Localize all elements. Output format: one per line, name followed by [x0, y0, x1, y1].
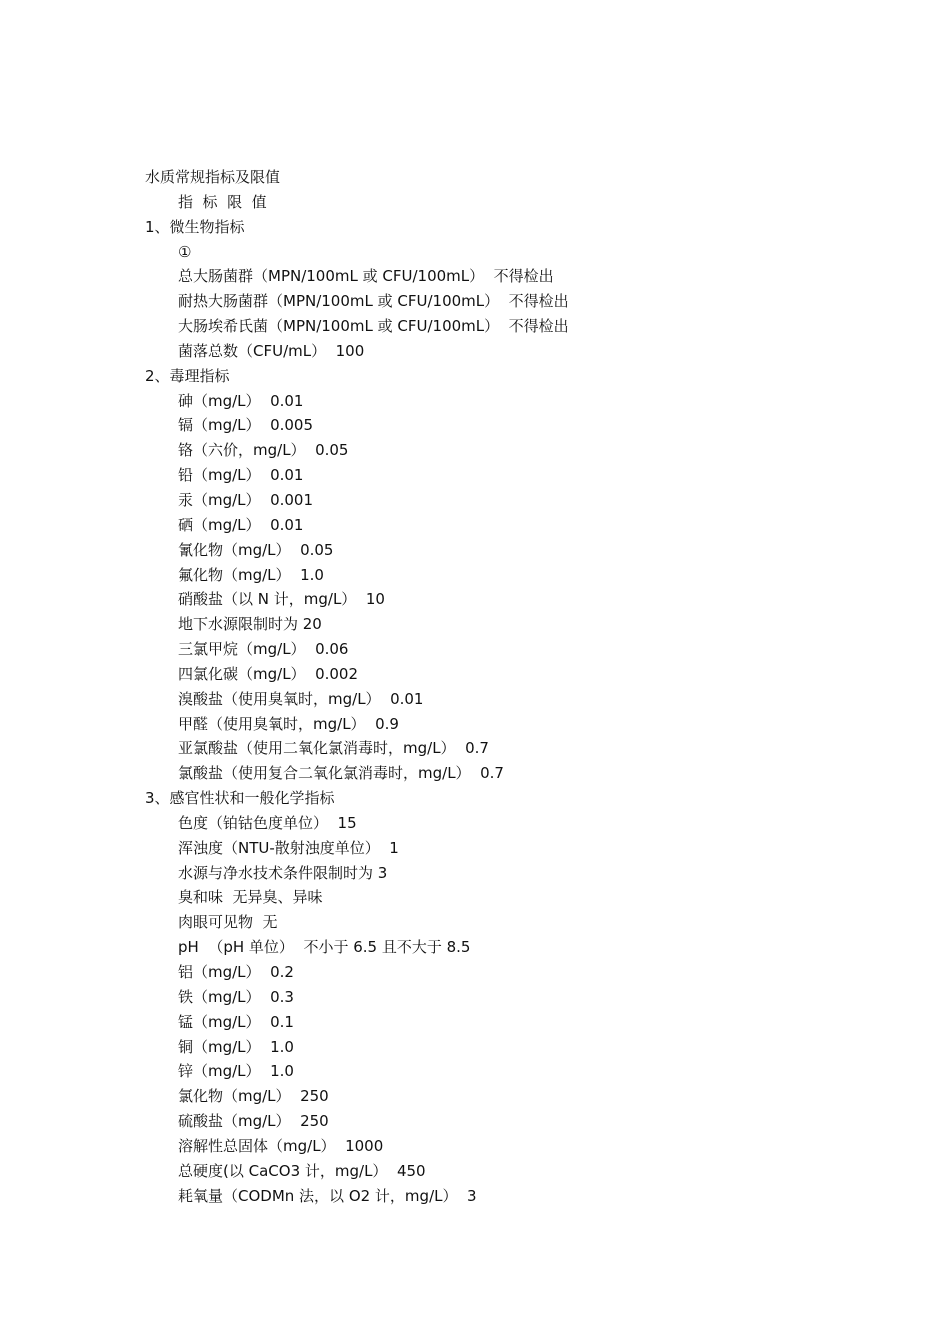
list-item: 耗氧量（CODMn 法，以 O2 计，mg/L） 3: [178, 1186, 477, 1205]
list-item: 氯酸盐（使用复合二氧化氯消毒时，mg/L） 0.7: [178, 764, 504, 783]
list-item: 总硬度(以 CaCO3 计，mg/L） 450: [178, 1161, 426, 1180]
list-item: 汞（mg/L） 0.001: [178, 490, 314, 509]
list-item: ①: [178, 242, 192, 261]
list-item: 地下水源限制时为 20: [178, 615, 322, 634]
document-title: 水质常规指标及限值: [145, 168, 281, 186]
section-heading-toxicology: 2、毒理指标: [145, 366, 230, 385]
list-item: 溴酸盐（使用臭氧时，mg/L） 0.01: [178, 689, 424, 708]
list-item: 三氯甲烷（mg/L） 0.06: [178, 640, 349, 659]
list-item: 氟化物（mg/L） 1.0: [178, 565, 324, 584]
list-item: 锰（mg/L） 0.1: [178, 1012, 294, 1031]
list-item: 硝酸盐（以 N 计，mg/L） 10: [178, 590, 385, 609]
list-item: 铬（六价，mg/L） 0.05: [178, 441, 349, 460]
list-item: 浑浊度（NTU-散射浊度单位） 1: [178, 838, 399, 857]
list-item: 菌落总数（CFU/mL） 100: [178, 341, 365, 360]
list-item: 臭和味 无异臭、异味: [178, 888, 323, 907]
list-item: 溶解性总固体（mg/L） 1000: [178, 1136, 384, 1155]
list-item: 四氯化碳（mg/L） 0.002: [178, 664, 359, 683]
list-item: 铁（mg/L） 0.3: [178, 987, 294, 1006]
list-item: 铅（mg/L） 0.01: [178, 466, 304, 485]
list-item: 铜（mg/L） 1.0: [178, 1037, 294, 1056]
list-item: 亚氯酸盐（使用二氧化氯消毒时，mg/L） 0.7: [178, 739, 489, 758]
list-item: 总大肠菌群（MPN/100mL 或 CFU/100mL） 不得检出: [178, 267, 554, 286]
list-item: pH （pH 单位） 不小于 6.5 且不大于 8.5: [178, 938, 471, 957]
list-item: 砷（mg/L） 0.01: [178, 391, 304, 410]
section-heading-sensory-chemical: 3、感官性状和一般化学指标: [145, 789, 335, 808]
list-item: 耐热大肠菌群（MPN/100mL 或 CFU/100mL） 不得检出: [178, 292, 569, 311]
list-item: 硫酸盐（mg/L） 250: [178, 1112, 329, 1131]
list-item: 色度（铂钴色度单位） 15: [178, 813, 357, 832]
document-body: [145, 165, 845, 1208]
list-item: 肉眼可见物 无: [178, 913, 278, 932]
list-item: 氯化物（mg/L） 250: [178, 1087, 329, 1106]
list-item: 镉（mg/L） 0.005: [178, 416, 314, 435]
list-item: 大肠埃希氏菌（MPN/100mL 或 CFU/100mL） 不得检出: [178, 317, 569, 336]
list-item: 水源与净水技术条件限制时为 3: [178, 863, 388, 882]
list-item: 铝（mg/L） 0.2: [178, 963, 294, 981]
list-item: 锌（mg/L） 1.0: [178, 1062, 294, 1081]
list-item: 甲醛（使用臭氧时，mg/L） 0.9: [178, 714, 399, 733]
section-heading-microbial: 1、微生物指标: [145, 217, 245, 236]
list-item: 氰化物（mg/L） 0.05: [178, 540, 334, 559]
table-header: 指 标 限 值: [178, 192, 267, 211]
list-item: 硒（mg/L） 0.01: [178, 515, 304, 534]
